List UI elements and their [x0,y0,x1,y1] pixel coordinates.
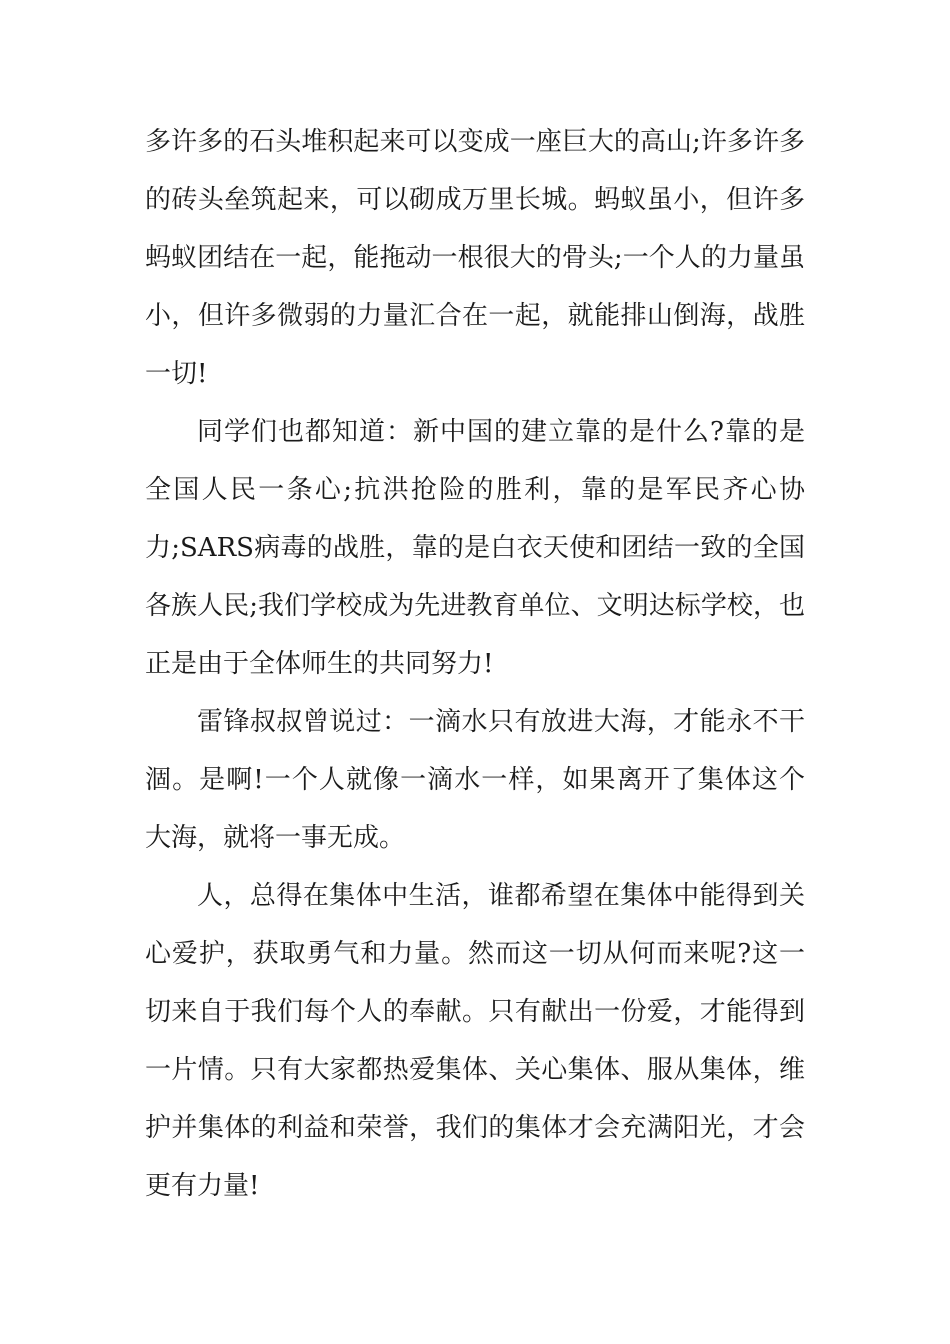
paragraph-collective: 人，总得在集体中生活，谁都希望在集体中能得到关心爱护，获取勇气和力量。然而这一切从何而来呢?这一切来自于我们每个人的奉献。只有献出一份爱，才能得到一片情。只有大家都热爱集体、关心集体、服从集体，维护并集体的利益和荣誉，我们的集体才会充满阳光，才会更有力量! [145,881,805,1201]
paragraph-lei-feng: 雷锋叔叔曾说过：一滴水只有放进大海，才能永不干涸。是啊!一个人就像一滴水一样，如果离开了集体这个大海，就将一事无成。 [145,707,805,853]
document-body [145,113,805,1215]
paragraph-continuation: 多许多的石头堆积起来可以变成一座巨大的高山;许多许多的砖头垒筑起来，可以砌成万里长城。蚂蚁虽小，但许多蚂蚁团结在一起，能拖动一根很大的骨头;一个人的力量虽小，但许多微弱的力量汇合在一起，就能排山倒海，战胜一切! [145,127,805,389]
paragraph-new-china: 同学们也都知道：新中国的建立靠的是什么?靠的是全国人民一条心;抗洪抢险的胜利，靠的是军民齐心协力;SARS病毒的战胜，靠的是白衣天使和团结一致的全国各族人民;我们学校成为先进教育单位、文明达标学校，也正是由于全体师生的共同努力! [145,417,805,679]
